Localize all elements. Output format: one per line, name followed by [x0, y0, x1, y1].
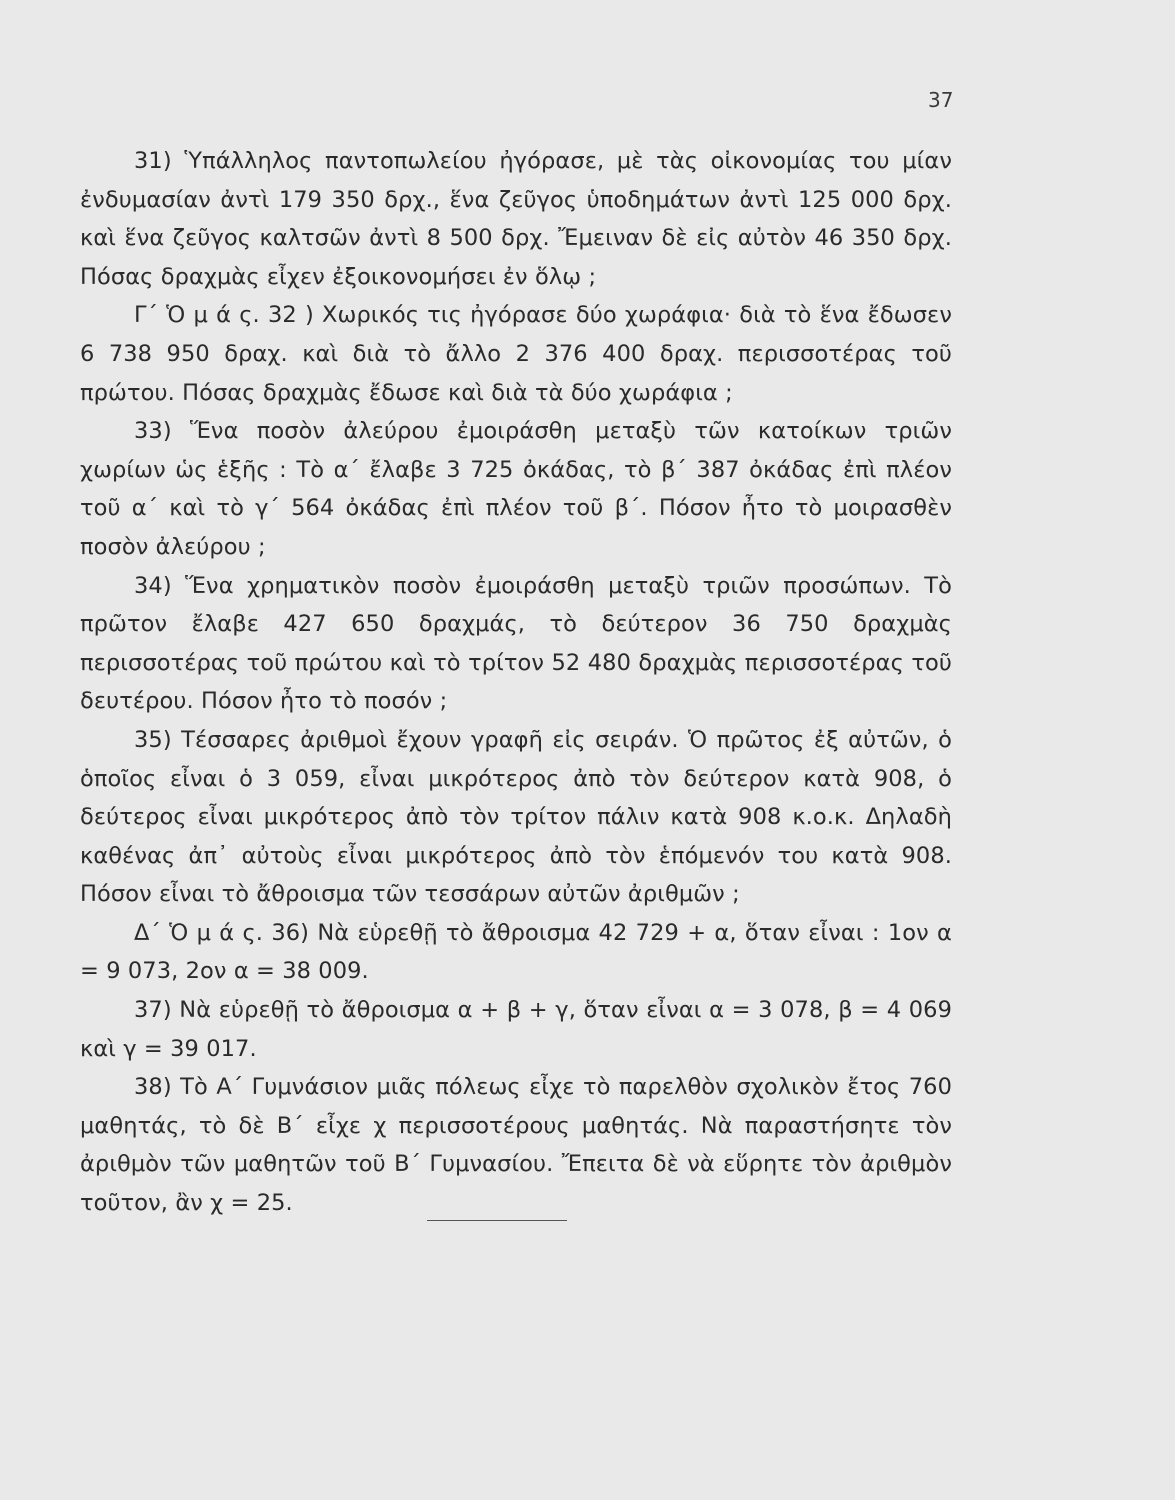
- exercise-34: 34) Ἕνα χρηματικὸν ποσὸν ἐμοιράσθη μεταξὺ τριῶν προσώπων. Τὸ πρῶτον ἔλαβε 427 650 δραχμάς, τὸ δεύτερον 36 750 δραχμὰς περισσοτέρας τοῦ πρώτου καὶ τὸ τρίτον 52 480 δραχμὰς περισσοτέρας τοῦ δευτέρου. Πόσον ἦτο τὸ ποσόν ;: [80, 572, 952, 715]
- exercise-31: 31) Ὑπάλληλος παντοπωλείου ἠγόρασε, μὲ τὰς οἰκονομίας του μίαν ἐνδυμασίαν ἀντὶ 179 350 δρχ., ἕνα ζεῦγος ὑποδημάτων ἀντὶ 125 000 δρχ. καὶ ἕνα ζεῦγος καλτσῶν ἀντὶ 8 500 δρχ. Ἔμειναν δὲ εἰς αὐτὸν 46 350 δρχ. Πόσας δραχμὰς εἶχεν ἐξοικονομήσει ἐν ὅλῳ ;: [80, 148, 952, 290]
- text-body: [80, 142, 952, 1223]
- exercise-35: 35) Τέσσαρες ἀριθμοὶ ἔχουν γραφῆ εἰς σειράν. Ὁ πρῶτος ἐξ αὐτῶν, ὁ ὁποῖος εἶναι ὁ 3 059, εἶναι μικρότερος ἀπὸ τὸν δεύτερον κατὰ 908, ὁ δεύτερος εἶναι μικρότερος ἀπὸ τὸν τρίτον πάλιν κατὰ 908 κ.ο.κ. Δηλαδὴ καθένας ἀπ᾽ αὐτοὺς εἶναι μικρότερος ἀπὸ τὸν ἑπόμενόν του κατὰ 908. Πόσον εἶναι τὸ ἄθροισμα τῶν τεσσάρων αὐτῶν ἀριθμῶν ;: [80, 726, 952, 908]
- exercise-38: 38) Τὸ Α΄ Γυμνάσιον μιᾶς πόλεως εἶχε τὸ παρελθὸν σχολικὸν ἔτος 760 μαθητάς, τὸ δὲ Β΄ εἶχε χ περισσοτέρους μαθητάς. Νὰ παραστήσητε τὸν ἀριθμὸν τῶν μαθητῶν τοῦ Β΄ Γυμνασίου. Ἔπειτα δὲ νὰ εὕρητε τὸν ἀριθμὸν τοῦτον, ἂν χ = 25.: [80, 1074, 952, 1217]
- group-d-exercise-36: Δ΄ Ὁ μ ά ς. 36) Νὰ εὑρεθῇ τὸ ἄθροισμα 42 729 + α, ὅταν εἶναι : 1ον α = 9 073, 2ον α = 38 009.: [80, 919, 952, 985]
- exercise-37: 37) Νὰ εὑρεθῇ τὸ ἄθροισμα α + β + γ, ὅταν εἶναι α = 3 078, β = 4 069 καὶ γ = 39 017.: [80, 997, 952, 1062]
- group-c-exercise-32: Γ΄ Ὁ μ ά ς. 32 ) Χωρικός τις ἠγόρασε δύο χωράφια· διὰ τὸ ἕνα ἔδωσεν 6 738 950 δραχ. καὶ διὰ τὸ ἄλλο 2 376 400 δραχ. περισσοτέρας τοῦ πρώτου. Πόσας δραχμὰς ἔδωσε καὶ διὰ τὰ δύο χωράφια ;: [80, 302, 952, 406]
- section-divider: [427, 1220, 567, 1221]
- page-number: 37: [928, 88, 954, 112]
- exercise-33: 33) Ἕνα ποσὸν ἀλεύρου ἐμοιράσθη μεταξὺ τῶν κατοίκων τριῶν χωρίων ὡς ἑξῆς : Τὸ α΄ ἔλαβε 3 725 ὀκάδας, τὸ β΄ 387 ὀκάδας ἐπὶ πλέον τοῦ α΄ καὶ τὸ γ΄ 564 ὀκάδας ἐπὶ πλέον τοῦ β΄. Πόσον ἦτο τὸ μοιρασθὲν ποσὸν ἀλεύρου ;: [80, 418, 952, 560]
